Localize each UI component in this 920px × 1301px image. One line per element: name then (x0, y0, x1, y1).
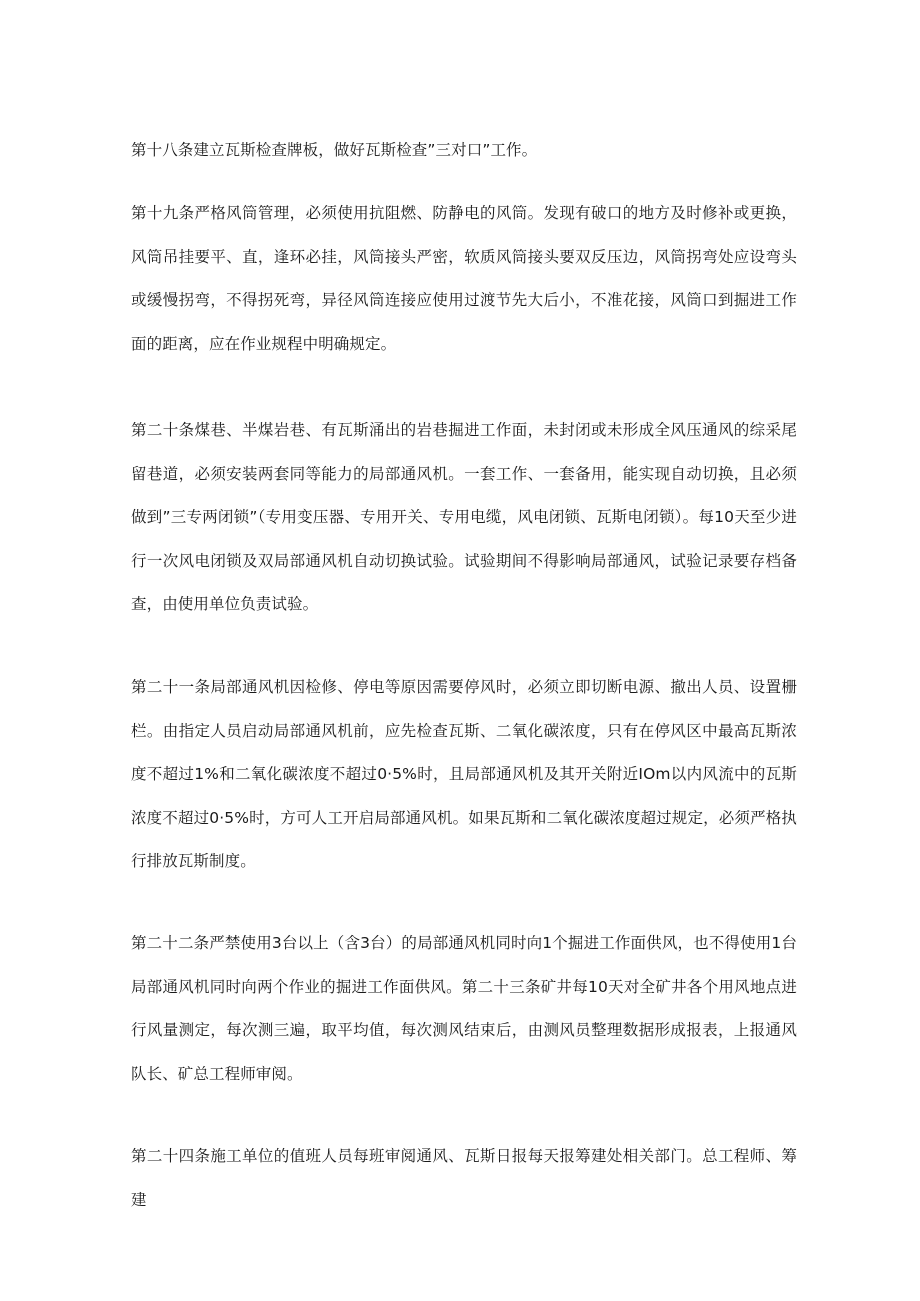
article-21-paragraph: 第二十一条局部通风机因检修、停电等原因需要停风时，必须立即切断电源、撤出人员、设置栅栏。由指定人员启动局部通风机前，应先检查瓦斯、二氧化碳浓度，只有在停风区中最高瓦斯浓度不超过1%和二氧化碳浓度不超过0·5%时，且局部通风机及其开关附近IOm以内风流中的瓦斯浓度不超过0·5%时，方可人工开启局部通风机。如果瓦斯和二氧化碳浓度超过规定，必须严格执行排放瓦斯制度。 (131, 678, 797, 870)
article-19-paragraph: 第十九条严格风筒管理，必须使用抗阻燃、防静电的风筒。发现有破口的地方及时修补或更换，风筒吊挂要平、直，逢环必挂，风筒接头严密，软质风筒接头要双反压边，风筒拐弯处应设弯头或缓慢拐弯，不得拐死弯，异径风筒连接应使用过渡节先大后小，不准花接，风筒口到掘进工作面的距离，应在作业规程中明确规定。 (131, 204, 797, 353)
article-20-paragraph: 第二十条煤巷、半煤岩巷、有瓦斯涌出的岩巷掘进工作面，未封闭或未形成全风压通风的综采尾留巷道，必须安装两套同等能力的局部通风机。一套工作、一套备用，能实现自动切换，且必须做到”三专两闭锁”（专用变压器、专用开关、专用电缆，风电闭锁、瓦斯电闭锁）。每10天至少进行一次风电闭锁及双局部通风机自动切换试验。试验期间不得影响局部通风，试验记录要存档备查，由使用单位负责试验。 (131, 421, 797, 613)
article-22-23-paragraph: 第二十二条严禁使用3台以上（含3台）的局部通风机同时向1个掘进工作面供风，也不得使用1台局部通风机同时向两个作业的掘进工作面供风。第二十三条矿井每10天对全矿井各个用风地点进行风量测定，每次测三遍，取平均值，每次测风结束后，由测风员整理数据形成报表，上报通风队长、矿总工程师审阅。 (131, 934, 797, 1083)
article-18-paragraph: 第十八条建立瓦斯检查牌板，做好瓦斯检查”三对口”工作。 (131, 141, 538, 159)
article-24-paragraph: 第二十四条施工单位的值班人员每班审阅通风、瓦斯日报每天报筹建处相关部门。总工程师、筹建 (131, 1147, 797, 1209)
